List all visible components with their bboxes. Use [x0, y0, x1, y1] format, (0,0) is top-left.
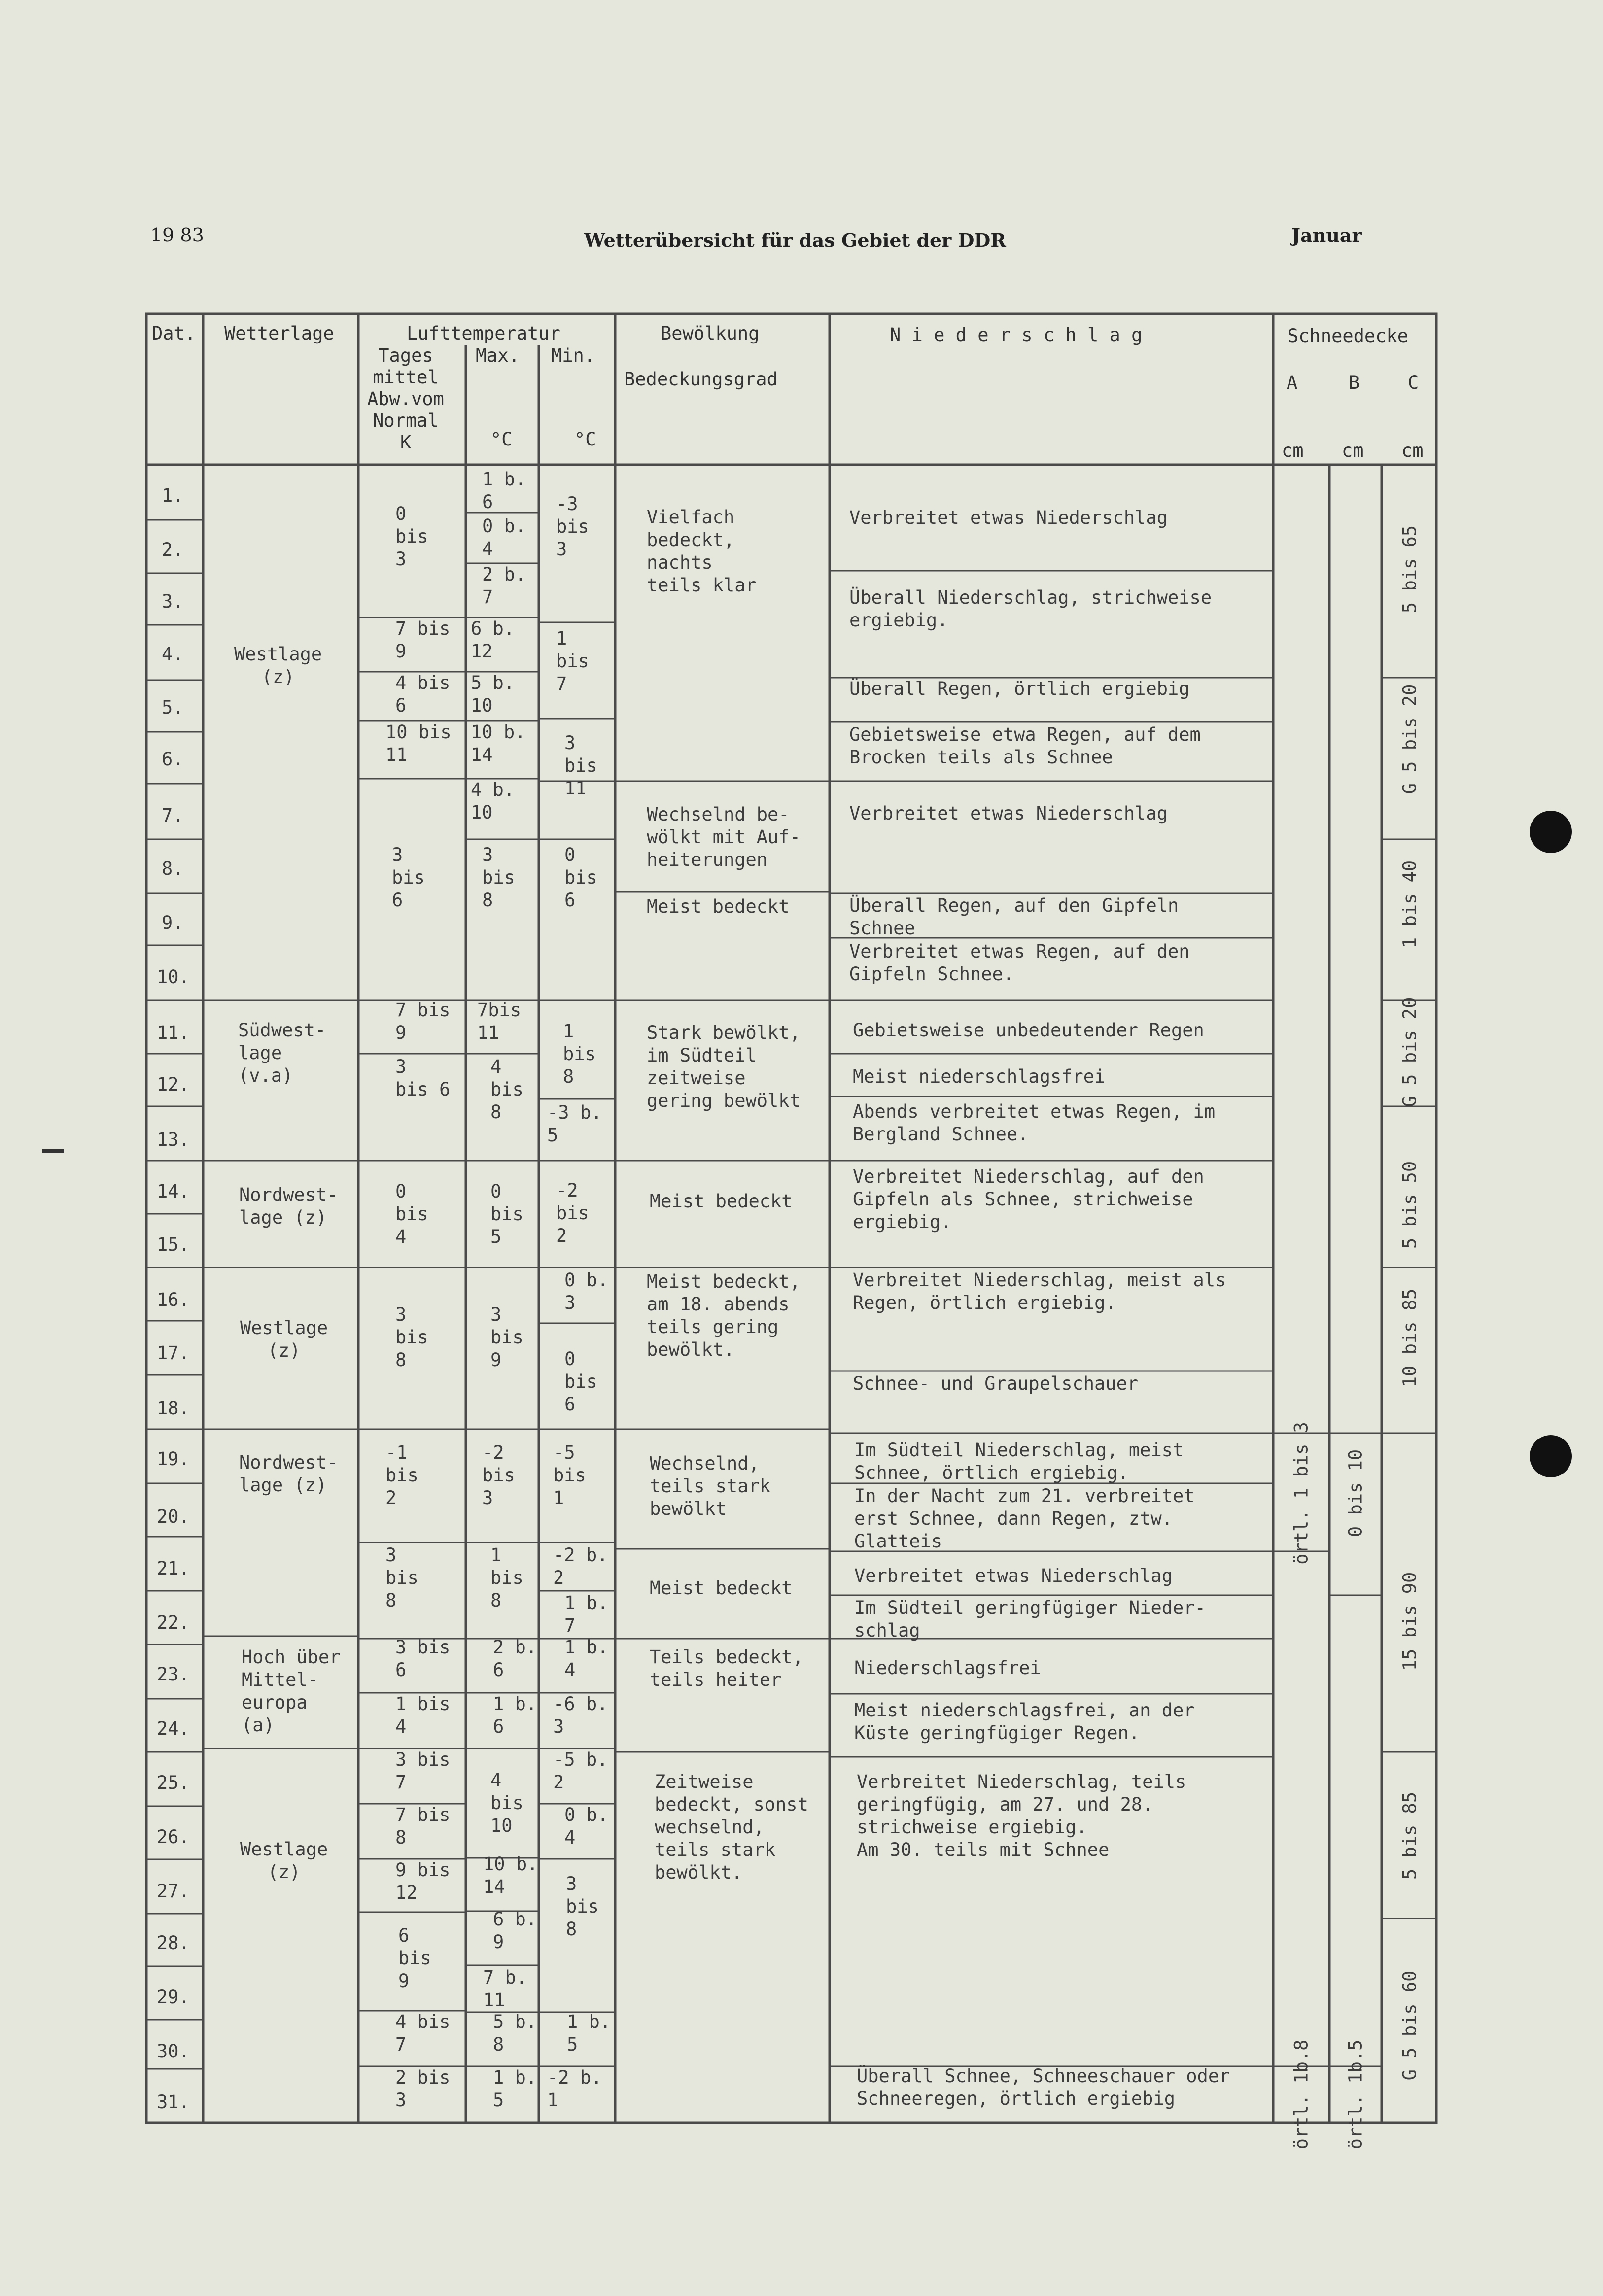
niederschlag-cell: Verbreitet etwas Niederschlag	[849, 803, 1168, 824]
wetterlage-cell: Nordwest- lage (z)	[239, 1452, 338, 1496]
col-header-max-unit: °C	[490, 429, 513, 450]
date-cell: 1.	[162, 485, 184, 506]
schnee-c-cell: 5 bis 85	[1399, 1791, 1421, 1880]
min-cell: 1 b. 7	[564, 1592, 609, 1636]
niederschlag-cell: Meist niederschlagsfrei, an der Küste geringfügiger Regen.	[854, 1700, 1195, 1744]
niederschlag-cell: Gebietsweise etwa Regen, auf dem Brocken teils als Schnee	[849, 724, 1201, 768]
bewoelkung-cell: Teils bedeckt, teils heiter	[650, 1646, 803, 1690]
max-cell: 1 b. 6	[493, 1693, 537, 1737]
max-cell: 2 b. 7	[482, 564, 526, 608]
min-cell: -2 b. 1	[547, 2067, 602, 2111]
bewoelkung-cell: Meist bedeckt	[650, 1191, 793, 1212]
niederschlag-cell: Verbreitet etwas Niederschlag	[849, 507, 1168, 528]
punch-hole	[1530, 811, 1572, 853]
niederschlag-cell: Gebietsweise unbedeutender Regen	[853, 1020, 1204, 1041]
date-cell: 31.	[157, 2091, 190, 2113]
max-cell: 6 b. 9	[493, 1909, 537, 1953]
tagesmittel-cell: 0 bis 4	[395, 1181, 428, 1247]
max-cell: 10 b. 14	[483, 1853, 538, 1897]
tagesmittel-cell: 3 bis 8	[395, 1304, 428, 1371]
date-cell: 4.	[162, 644, 184, 665]
min-cell: 1 b. 5	[567, 2011, 611, 2055]
date-cell: 2.	[162, 539, 184, 560]
max-cell: -2 bis 3	[482, 1442, 515, 1508]
wetterlage-cell: Nordwest- lage (z)	[239, 1184, 338, 1228]
min-cell: 0 b. 3	[564, 1269, 609, 1313]
min-cell: 1 bis 8	[563, 1021, 596, 1087]
date-cell: 25.	[157, 1772, 190, 1793]
niederschlag-cell: Verbreitet Niederschlag, meist als Regen, örtlich ergiebig.	[853, 1269, 1226, 1313]
col-header-c: C	[1408, 372, 1419, 393]
date-cell: 14.	[157, 1181, 190, 1202]
tagesmittel-cell: 3 bis 6	[395, 1637, 451, 1680]
date-cell: 20.	[157, 1506, 190, 1527]
col-header-unit-c: cm	[1401, 440, 1424, 461]
schnee-b-cell: 0 bis 10	[1345, 1449, 1366, 1538]
min-cell: -6 b. 3	[553, 1693, 608, 1737]
max-cell: 7 b. 11	[483, 1967, 527, 2011]
tagesmittel-cell: 4 bis 7	[395, 2011, 451, 2055]
col-header-lufttemperatur: Lufttemperatur	[407, 323, 560, 344]
col-header-b: B	[1349, 372, 1360, 393]
date-cell: 19.	[157, 1448, 190, 1470]
col-header-wetterlage: Wetterlage	[224, 323, 334, 344]
schnee-a-cell: örtl. 1 bis 3	[1290, 1422, 1312, 1565]
date-cell: 26.	[157, 1826, 190, 1848]
niederschlag-cell: Verbreitet etwas Regen, auf den Gipfeln Schnee.	[849, 941, 1190, 985]
date-cell: 5.	[162, 697, 184, 718]
tagesmittel-cell: 4 bis 6	[395, 672, 451, 716]
max-cell: 5 b. 8	[493, 2011, 537, 2055]
niederschlag-cell: Überall Schnee, Schneeschauer oder Schneeregen, örtlich ergiebig	[857, 2065, 1230, 2109]
date-cell: 17.	[157, 1342, 190, 1364]
year: 19 83	[150, 224, 204, 246]
min-cell: 1 b. 4	[564, 1637, 609, 1680]
tagesmittel-cell: 6 bis 9	[398, 1925, 431, 1991]
max-cell: 4 bis 8	[490, 1056, 523, 1123]
tagesmittel-cell: -1 bis 2	[385, 1442, 418, 1508]
niederschlag-cell: Im Südteil geringfügiger Nieder- schlag	[854, 1597, 1206, 1641]
max-cell: 2 b. 6	[493, 1637, 537, 1680]
date-cell: 29.	[157, 1987, 190, 2008]
min-cell: -5 b. 2	[553, 1749, 608, 1793]
page-title: Wetterübersicht für das Gebiet der DDR	[584, 229, 1006, 251]
max-cell: 0 b. 4	[482, 515, 526, 559]
schnee-c-cell: 15 bis 90	[1399, 1572, 1421, 1671]
date-cell: 9.	[162, 912, 184, 933]
max-cell: 7bis 11	[477, 999, 522, 1043]
tagesmittel-cell: 9 bis 12	[395, 1859, 451, 1903]
min-cell: -2 bis 2	[556, 1180, 589, 1246]
bewoelkung-cell: Wechselnd, teils stark bewölkt	[650, 1453, 771, 1519]
date-cell: 22.	[157, 1612, 190, 1633]
bewoelkung-cell: Meist bedeckt	[647, 896, 790, 917]
date-cell: 11.	[157, 1022, 190, 1043]
wetterlage-cell: Westlage (z)	[240, 1317, 328, 1361]
niederschlag-cell: Überall Niederschlag, strichweise ergiebig.	[849, 587, 1212, 631]
col-header-bedeckungsgrad: Bedeckungsgrad	[624, 369, 778, 390]
niederschlag-cell: Verbreitet Niederschlag, teils geringfügig, am 27. und 28. strichweise ergiebig. Am 30. teils mit Schnee	[857, 1771, 1186, 1860]
max-cell: 3 bis 8	[482, 844, 515, 911]
min-cell: 0 b. 4	[564, 1804, 609, 1848]
tagesmittel-cell: 7 bis 9	[395, 999, 451, 1043]
col-header-niederschlag: N i e d e r s c h l a g	[890, 324, 1143, 345]
schnee-c-cell: 1 bis 40	[1399, 860, 1421, 949]
bewoelkung-cell: Zeitweise bedeckt, sonst wechselnd, teils stark bewölkt.	[655, 1771, 808, 1883]
max-cell: 5 b. 10	[471, 672, 515, 716]
bewoelkung-cell: Meist bedeckt	[650, 1577, 793, 1599]
date-cell: 28.	[157, 1932, 190, 1953]
max-cell: 10 b. 14	[471, 721, 526, 765]
min-cell: 3 bis 11	[564, 732, 597, 799]
niederschlag-cell: Im Südteil Niederschlag, meist Schnee, örtlich ergiebig.	[854, 1439, 1184, 1483]
bewoelkung-cell: Meist bedeckt, am 18. abends teils gering bewölkt.	[647, 1271, 801, 1360]
date-cell: 13.	[157, 1129, 190, 1150]
col-header-max: Max.	[476, 345, 520, 366]
min-cell: -3 bis 3	[556, 493, 589, 560]
date-cell: 15.	[157, 1234, 190, 1255]
schnee-c-cell: G 5 bis 20	[1399, 684, 1421, 794]
max-cell: 4 b. 10	[471, 779, 515, 823]
bewoelkung-cell: Vielfach bedeckt, nachts teils klar	[647, 507, 757, 596]
date-cell: 10.	[157, 966, 190, 988]
date-cell: 18.	[157, 1398, 190, 1419]
tagesmittel-cell: 2 bis 3	[395, 2067, 451, 2111]
col-header-tagesmittel: Tages mittel Abw.vom Normal K	[367, 345, 444, 453]
tagesmittel-cell: 3 bis 8	[385, 1544, 418, 1611]
wetterlage-cell: Westlage (z)	[234, 644, 322, 687]
min-cell: 0 bis 6	[564, 1348, 597, 1415]
min-cell: 1 bis 7	[556, 628, 589, 694]
max-cell: 1 b. 6	[482, 469, 526, 513]
schnee-c-cell: 5 bis 65	[1399, 525, 1421, 614]
min-cell: 0 bis 6	[564, 844, 597, 911]
tagesmittel-cell: 7 bis 9	[395, 618, 451, 662]
wetterlage-cell: Hoch über Mittel- europa (a)	[242, 1646, 341, 1736]
date-cell: 21.	[157, 1558, 190, 1579]
date-cell: 27.	[157, 1881, 190, 1902]
date-cell: 23.	[157, 1664, 190, 1685]
date-cell: 7.	[162, 805, 184, 826]
margin-mark	[42, 1149, 64, 1153]
col-header-a: A	[1287, 372, 1298, 393]
wetterlage-cell: Südwest- lage (v.a)	[238, 1020, 326, 1086]
schnee-c-cell: G 5 bis 60	[1399, 1970, 1421, 2081]
date-cell: 12.	[157, 1074, 190, 1095]
tagesmittel-cell: 3 bis 6	[395, 1056, 451, 1100]
col-header-unit-a: cm	[1282, 440, 1304, 461]
col-header-bewoelkung: Bewölkung	[661, 323, 760, 344]
tagesmittel-cell: 0 bis 3	[395, 503, 428, 570]
max-cell: 1 b. 5	[493, 2067, 537, 2111]
tagesmittel-cell: 1 bis 4	[395, 1693, 451, 1737]
date-cell: 3.	[162, 591, 184, 612]
col-header-unit-b: cm	[1342, 440, 1364, 461]
bewoelkung-cell: Stark bewölkt, im Südteil zeitweise gering bewölkt	[647, 1022, 801, 1111]
tagesmittel-cell: 7 bis 8	[395, 1804, 451, 1848]
min-cell: -2 b. 2	[553, 1544, 608, 1588]
niederschlag-cell: Meist niederschlagsfrei	[853, 1066, 1106, 1087]
schnee-c-cell: G 5 bis 20	[1399, 997, 1421, 1107]
date-cell: 24.	[157, 1718, 190, 1739]
niederschlag-cell: Überall Regen, auf den Gipfeln Schnee	[849, 895, 1179, 939]
bewoelkung-cell: Wechselnd be- wölkt mit Auf- heiterungen	[647, 804, 801, 870]
date-cell: 30.	[157, 2041, 190, 2062]
niederschlag-cell: Niederschlagsfrei	[854, 1657, 1041, 1679]
month: Januar	[1291, 224, 1362, 246]
tagesmittel-cell: 10 bis 11	[385, 721, 452, 765]
date-cell: 6.	[162, 749, 184, 770]
niederschlag-cell: Überall Regen, örtlich ergiebig	[849, 678, 1190, 699]
schnee-c-cell: 5 bis 50	[1399, 1161, 1421, 1249]
min-cell: 3 bis 8	[566, 1873, 599, 1940]
tagesmittel-cell: 3 bis 6	[392, 844, 425, 911]
col-header-dat: Dat.	[152, 323, 196, 344]
niederschlag-cell: Schnee- und Graupelschauer	[853, 1373, 1139, 1394]
max-cell: 1 bis 8	[490, 1544, 523, 1611]
schnee-a-cell: örtl. 1b.8	[1290, 2039, 1312, 2150]
wetterlage-cell: Westlage (z)	[240, 1839, 328, 1883]
niederschlag-cell: Verbreitet Niederschlag, auf den Gipfeln als Schnee, strichweise ergiebig.	[853, 1166, 1204, 1233]
col-header-min: Min.	[551, 345, 595, 366]
min-cell: -3 b. 5	[547, 1102, 602, 1146]
max-cell: 6 b. 12	[471, 618, 515, 662]
schnee-c-cell: 10 bis 85	[1399, 1288, 1421, 1388]
col-header-min-unit: °C	[574, 429, 596, 450]
niederschlag-cell: Verbreitet etwas Niederschlag	[854, 1565, 1173, 1586]
date-cell: 8.	[162, 858, 184, 879]
max-cell: 0 bis 5	[490, 1181, 523, 1247]
col-header-schneedecke: Schneedecke	[1288, 325, 1409, 346]
max-cell: 4 bis 10	[490, 1770, 523, 1836]
niederschlag-cell: Abends verbreitet etwas Regen, im Bergland Schnee.	[853, 1101, 1216, 1145]
max-cell: 3 bis 9	[490, 1304, 523, 1371]
punch-hole	[1530, 1435, 1572, 1477]
niederschlag-cell: In der Nacht zum 21. verbreitet erst Schnee, dann Regen, ztw. Glatteis	[854, 1485, 1195, 1552]
date-cell: 16.	[157, 1289, 190, 1310]
tagesmittel-cell: 3 bis 7	[395, 1749, 451, 1793]
schnee-b-cell: örtl. 1b.5	[1345, 2039, 1366, 2150]
min-cell: -5 bis 1	[553, 1442, 586, 1508]
